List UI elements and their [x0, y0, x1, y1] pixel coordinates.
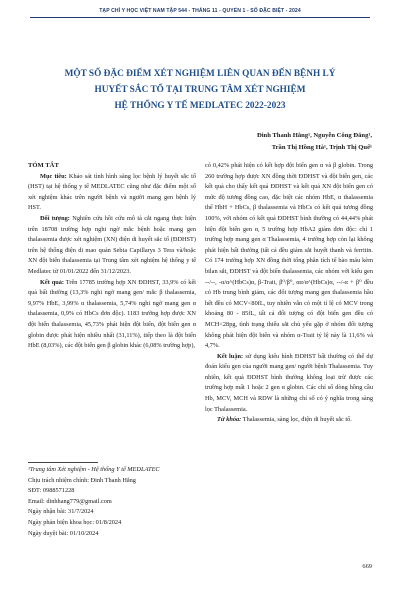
authors-line-1: Đinh Thanh Hằng¹, Nguyễn Công Đăng¹, — [256, 132, 372, 139]
page-number: 669 — [362, 563, 372, 570]
corresponding-author-note: Chịu trách nhiệm chính: Đinh Thanh Hằng — [28, 476, 136, 484]
results-paragraph — [28, 278, 196, 352]
header-divider — [30, 17, 370, 18]
left-column — [28, 161, 196, 352]
results-text-left: Trên 17785 trường hợp XN ĐDHST, 33,9% có kết quả bất thường (13,3% nghi ngờ mang gen/ mắc β thalassemia, 9,97% HbE, 3,99% α thalassemia, 5,74% nghi ngờ mang gen α thalassemia, 0,9% có HbCs đơn độc). 1183 trường hợp được XN đột biến thalassemia, 45,73% phát hiện đột biến, đột biến gen α globin được phát hiện nhiều nhất (31,11%), tiếp theo là đột biến HbE (8,03%), các đột biến gen β globin khác (6,08% trường hợp), — [28, 278, 196, 350]
title-line-2: HUYẾT SẮC TỐ TẠI TRUNG TÂM XÉT NGHIỆM — [94, 85, 306, 95]
title-line-3: HỆ THỐNG Y TẾ MEDLATEC 2022-2023 — [114, 101, 286, 111]
objective-paragraph — [28, 172, 196, 214]
journal-header: TẠP CHÍ Y HỌC VIỆT NAM TẬP 544 - THÁNG 11 - QUYỂN 1 - SỐ ĐẶC BIỆT - 2024 — [99, 8, 301, 14]
article-title — [40, 66, 360, 114]
results-continued: có 0,42% phát hiện có kết hợp đột biến gen α và β globin. Trong 260 trường hợp được XN đồng thời ĐDHST và đột biến gen, các kết quả cho thấy kết quả ĐDHST và kết quả XN đột biến gen có mức độ tương đồng cao, đặc biệt các nhóm HbE, α thalassemia thể HbH + HbCs, β thalassemia và HbCs có kết quả tương đồng 100%, với nhóm có kết quả ĐDHST bình thường có 44,44% phát hiện đột biến gen α, 5 trường hợp HbA2 giảm đơn độc: chỉ 1 trường hợp mang gen α Thalassemia, 4 trường hợp còn lại không phát hiện bất thường (tất cả đều giảm sắt huyết thanh và ferritin. Có 174 trường hợp XN đồng thời tổng phân tích tế bào máu kèm bilan sắt, ĐDHST và đột biến thalassemia, các nhóm với kiểu gen --/--, -α/α^(HbCs)α, β-Trait, β⁰/β⁰, αα/α^(HbCs)α, --/-α + β⁰ đều có Hb trung bình giảm, các đối tượng mang gen thalassemia hầu hết đều có MCV<80fL, tuy nhiên vẫn có một tỉ lệ có MCV trong khoảng 80 - 85fL, tất cả đối tượng có đột biến gen đều có MCH<28pg, tình trạng thiếu sắt chủ yếu gặp ở nhóm đối tượng không phát hiện đột biến và nhóm α-Trait tỷ lệ này là 11,6% và 4,7%. — [205, 162, 373, 350]
reviewed-date-note: Ngày phản biện khoa học: 01/8/2024 — [28, 518, 122, 526]
email-note: Email: dinhhang779@gmail.com — [28, 497, 112, 505]
title-line-1: MỘT SỐ ĐẶC ĐIỂM XÉT NGHIỆM LIÊN QUAN ĐẾN BỆNH LÝ — [64, 69, 336, 79]
right-column — [205, 161, 373, 426]
subjects-text: Nghiên cứu hồi cứu mô tả cắt ngang thực hiện trên 18708 trường hợp nghi ngờ mắc bệnh hoặc mang gen thalassemia được xét nghiệm (XN) điện di huyết sắc tố (ĐDHST) trên hệ thống điện di mao quản Sebia Capillarys 3 Tera và/hoặc XN đột biến thalassemia tại Trung tâm xét nghiệm hệ thống y tế Medlatec từ 01/01/2022 đến 31/12/2023. — [28, 214, 196, 275]
objective-label: Mục tiêu: — [40, 172, 67, 180]
conclusion-label: Kết luận: — [217, 352, 244, 360]
keywords-text: Thalassemia, sàng lọc, điện di huyết sắc tố. — [242, 416, 352, 424]
phone-note: SĐT: 0988571228 — [28, 487, 75, 495]
accepted-date-note: Ngày duyệt bài: 01/10/2024 — [28, 529, 99, 537]
summary-heading: TÓM TẮT — [28, 162, 59, 169]
conclusion-paragraph — [205, 352, 373, 416]
author-list — [152, 130, 372, 154]
conclusion-text: sử dụng kiểu hình ĐDHST bất thường có thể dự đoán kiểu gen của người mang gen/ người bệnh Thalassemia. Tuy nhiên, kết quả ĐDHST bình thường không loại trừ được các trường hợp mất 1 hoặc 2 gen α globin. Các chỉ số dòng hồng cầu Hb, MCV, MCH và RDW là những chỉ số có ý nghĩa trong sàng lọc Thalassemia. — [205, 352, 373, 413]
footnotes — [28, 465, 196, 539]
results-label: Kết quả: — [40, 278, 64, 286]
authors-line-2: Trần Thị Hồng Hà¹, Trịnh Thị Quế¹ — [271, 144, 372, 151]
keywords-label: Từ khóa: — [217, 416, 242, 424]
affiliation-note: ¹Trung tâm Xét nghiệm - Hệ thống Y tế MEDLATEC — [28, 466, 160, 473]
subjects-paragraph — [28, 214, 196, 278]
keywords-paragraph — [205, 415, 373, 426]
received-date-note: Ngày nhận bài: 31/7/2024 — [28, 508, 94, 516]
subjects-label: Đối tượng: — [40, 214, 70, 222]
objective-text: Khảo sát tình hình sàng lọc bệnh lý huyết sắc tố (HST) tại hệ thống y tế MEDLATEC cũng như đặc điểm một số xét nghiệm khác trên người bệnh và người mang gen bệnh lý HST. — [28, 172, 196, 212]
footnote-divider — [28, 462, 98, 463]
